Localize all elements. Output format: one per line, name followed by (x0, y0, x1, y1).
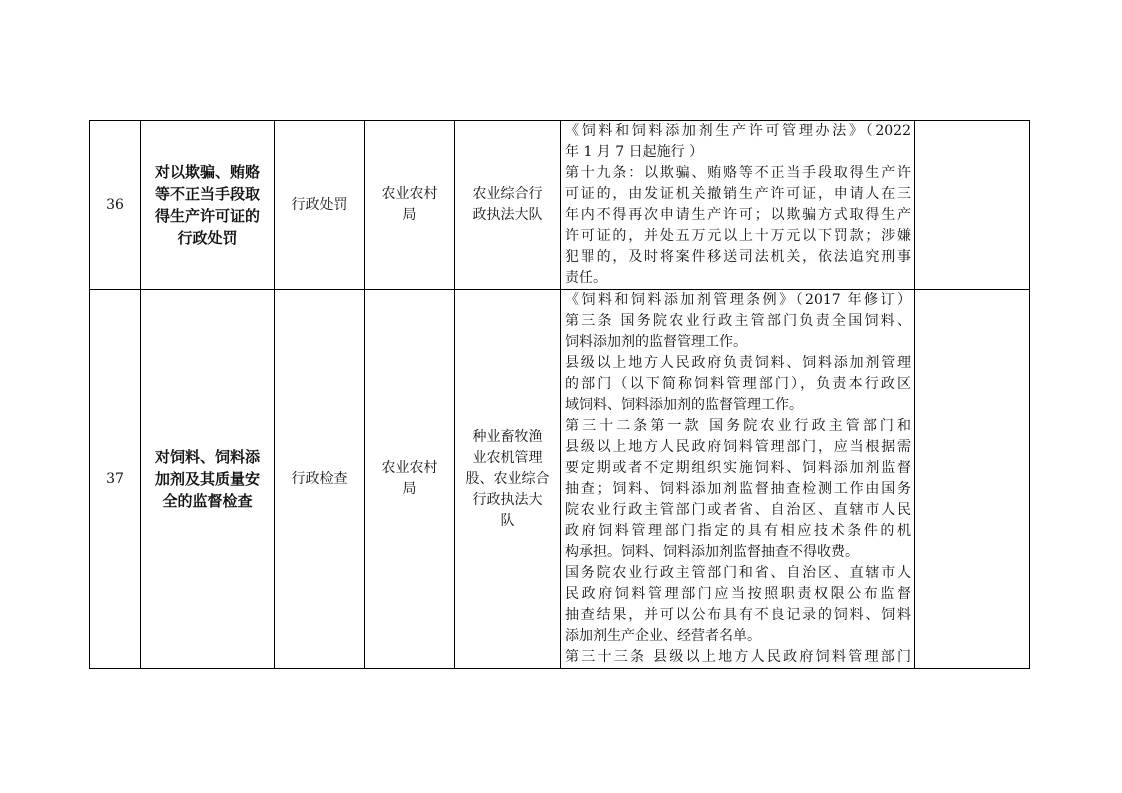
legal-basis-line: 院农业行政主管部门或者省、自治区、直辖市人民 (565, 502, 911, 518)
regulation-table (89, 120, 1030, 669)
row-number: 36 (106, 196, 124, 213)
executor-line: 种业畜牧渔 (472, 428, 543, 445)
executor-line: 农业综合行 (472, 186, 543, 202)
legal-basis-line: 《饲料和饲料添加剂生产许可管理办法》（2022 (565, 123, 911, 139)
legal-basis-line: 饲料添加剂的监督管理工作。 (565, 334, 747, 350)
legal-basis-line: 国务院农业行政主管部门和省、自治区、直辖市人 (565, 565, 911, 581)
legal-basis-line: 县级以上地方人民政府饲料管理部门，应当根据需 (565, 439, 911, 455)
legal-basis-line: 民政府饲料管理部门应当按照职责权限公布监督 (565, 586, 911, 602)
legal-basis-line: 抽查结果，并可以公布具有不良记录的饲料、饲料 (565, 607, 911, 623)
department-line: 局 (402, 207, 417, 223)
row-number-cell (90, 121, 141, 290)
executor-cell (455, 121, 561, 290)
legal-basis-line: 年内不得再次申请生产许可；以欺骗方式取得生产 (565, 207, 911, 223)
action-type: 行政检查 (291, 470, 348, 487)
legal-basis-line: 的部门（以下简称饲料管理部门），负责本行政区 (565, 376, 911, 392)
legal-basis-line: 第三十二条第一款 国务院农业行政主管部门和 (565, 418, 911, 434)
item-name-line: 加剂及其质量安 (154, 470, 260, 488)
legal-basis-line: 犯罪的，及时将案件移送司法机关，依法追究刑事 (565, 249, 911, 265)
item-name-line: 对饲料、饲料添 (154, 448, 260, 466)
legal-basis-line: 第三条 国务院农业行政主管部门负责全国饲料、 (565, 313, 911, 329)
executor-line: 行政执法大 (472, 491, 543, 508)
action-type: 行政处罚 (291, 196, 348, 213)
legal-basis-line: 第十九条：以欺骗、贿赂等不正当手段取得生产许 (565, 165, 911, 181)
legal-basis-line: 可证的，由发证机关撤销生产许可证，申请人在三 (565, 186, 911, 202)
item-name-line: 行政处罚 (177, 229, 238, 247)
department-cell (365, 290, 455, 669)
executor-cell (455, 290, 561, 669)
department-line: 农业农村 (381, 186, 438, 202)
item-name-cell (141, 121, 275, 290)
department-line: 局 (402, 481, 417, 497)
action-type-cell (275, 290, 365, 669)
legal-basis-line: 构承担。饲料、饲料添加剂监督抽查不得收费。 (565, 544, 859, 560)
legal-basis-line: 要定期或者不定期组织实施饲料、饲料添加剂监督 (565, 460, 911, 476)
item-name-line: 全的监督检查 (162, 492, 253, 510)
legal-basis-line: 域饲料、饲料添加剂的监督管理工作。 (565, 397, 803, 413)
department-cell (365, 121, 455, 290)
table-row (90, 290, 1030, 669)
legal-basis-cell (561, 121, 915, 290)
legal-basis-line: 添加剂生产企业、经营者名单。 (565, 628, 761, 644)
item-name-cell (141, 290, 275, 669)
department-line: 农业农村 (381, 460, 438, 476)
executor-line: 业农机管理 (472, 449, 543, 466)
executor-line: 政执法大队 (472, 207, 543, 223)
row-number-cell (90, 290, 141, 669)
table-row (90, 121, 1030, 290)
legal-basis-cell (561, 290, 915, 669)
legal-basis-line: 许可证的，并处五万元以上十万元以下罚款；涉嫌 (565, 228, 911, 244)
note-cell (915, 290, 1030, 669)
action-type-cell (275, 121, 365, 290)
legal-basis-line: 抽查；饲料、饲料添加剂监督抽查检测工作由国务 (565, 481, 911, 497)
legal-basis-line: 政府饲料管理部门指定的具有相应技术条件的机 (565, 523, 911, 539)
legal-basis-line: 县级以上地方人民政府负责饲料、饲料添加剂管理 (565, 355, 911, 371)
item-name-line: 得生产许可证的 (154, 207, 260, 225)
legal-basis-line: 《饲料和饲料添加剂管理条例》（2017 年修订） (565, 292, 911, 308)
item-name-line: 对以欺骗、贿赂 (154, 163, 260, 181)
row-number: 37 (106, 470, 124, 487)
note-cell (915, 121, 1030, 290)
executor-line: 股、农业综合 (465, 470, 550, 487)
legal-basis-line: 年 1 月 7 日起施行 ） (565, 144, 704, 160)
legal-basis-line: 第三十三条 县级以上地方人民政府饲料管理部门 (565, 649, 911, 665)
legal-basis-line: 责任。 (565, 270, 607, 286)
item-name-line: 等不正当手段取 (154, 185, 260, 203)
executor-line: 队 (500, 512, 515, 529)
